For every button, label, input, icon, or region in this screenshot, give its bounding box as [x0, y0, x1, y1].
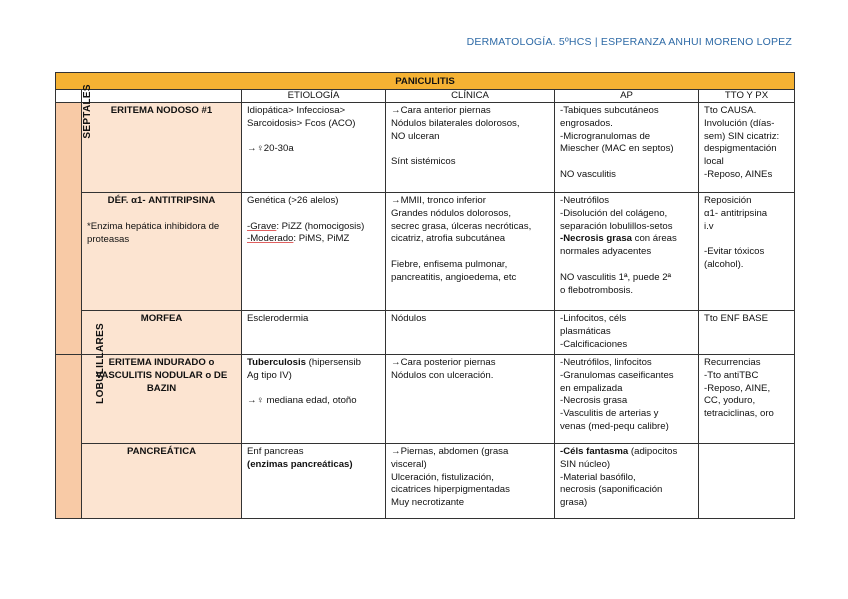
cell-clinica-eritema-nodoso: →Cara anterior piernas Nódulos bilaterales dolorosos, NO ulceran Sínt sistémicos: [386, 103, 555, 193]
cell-tto-eritema-nodoso: Tto CAUSA. Involución (días- sem) SIN cicatriz: despigmentación local -Reposo, AINEs: [699, 103, 795, 193]
document-header: DERMATOLOGÍA. 5ºHCS | ESPERANZA ANHUI MORENO LOPEZ: [466, 36, 792, 48]
row-name-pancreatica: PANCREÁTICA: [82, 444, 242, 519]
row-name-eritema-nodoso: ERITEMA NODOSO #1: [82, 103, 242, 193]
cell-ap-eritema-indurado: -Neutrófilos, linfocitos -Granulomas caseificantes en empalizada -Necrosis grasa -Vasculitis de arterias y venas (med-pequ calibre): [555, 355, 699, 444]
cell-etiologia-pancreatica: Enf pancreas (enzimas pancreáticas): [242, 444, 386, 519]
header-empty-1: [56, 90, 82, 103]
column-header-etiologia: ETIOLOGÍA: [242, 90, 386, 103]
table-row-deficit-a1at: [56, 193, 795, 311]
cell-clinica-deficit-a1at: →MMII, tronco inferior Grandes nódulos dolorosos, secrec grasa, úlceras necróticas, cicatriz, atrofia subcutánea Fiebre, enfisema pulmonar, pancreatitis, angioedema, etc: [386, 193, 555, 311]
cell-ap-eritema-nodoso: -Tabiques subcutáneos engrosados. -Microgranulomas de Miescher (MAC en septos) NO vasculitis: [555, 103, 699, 193]
row-name-deficit-a1at: DÉF. α1- ANTITRIPSINA *Enzima hepática inhibidora de proteasas: [82, 193, 242, 311]
column-header-clinica: CLÍNICA: [386, 90, 555, 103]
cell-tto-morfea: Tto ENF BASE: [699, 311, 795, 355]
cell-clinica-eritema-indurado: →Cara posterior piernas Nódulos con ulceración.: [386, 355, 555, 444]
cell-ap-deficit-a1at: -Neutrófilos -Disolución del colágeno, separación lobulillos-setos -Necrosis grasa con áreas normales adyacentes NO vasculitis 1ª, puede 2ª o flebotrombosis.: [555, 193, 699, 311]
table-row-pancreatica: [56, 444, 795, 519]
cell-clinica-pancreatica: →Piernas, abdomen (grasa visceral) Ulceración, fistulización, cicatrices hiperpigmentadas Muy necrotizante: [386, 444, 555, 519]
cell-tto-pancreatica: [699, 444, 795, 519]
column-header-tto: TTO Y PX: [699, 90, 795, 103]
header-empty-2: [82, 90, 242, 103]
cell-clinica-morfea: Nódulos: [386, 311, 555, 355]
cell-etiologia-deficit-a1at: Genética (>26 alelos) -Grave: PiZZ (homocigosis) -Moderado: PiMS, PiMZ: [242, 193, 386, 311]
group-label-lobulillares: LOBULILLARES: [56, 355, 82, 519]
cell-tto-deficit-a1at: Reposición α1- antitripsina i.v -Evitar tóxicos (alcohol).: [699, 193, 795, 311]
table-title-row: [56, 73, 795, 90]
paniculitis-table: [55, 72, 795, 519]
table-title: PANICULITIS: [56, 73, 795, 90]
cell-etiologia-eritema-indurado: Tuberculosis (hipersensib Ag tipo IV) →♀ mediana edad, otoño: [242, 355, 386, 444]
row-name-eritema-indurado: ERITEMA INDURADO o VASCULITIS NODULAR o DE BAZIN: [82, 355, 242, 444]
cell-etiologia-morfea: Esclerodermia: [242, 311, 386, 355]
cell-etiologia-eritema-nodoso: Idiopática> Infecciosa> Sarcoidosis> Fcos (ACO) →♀20-30a: [242, 103, 386, 193]
cell-tto-eritema-indurado: Recurrencias -Tto antiTBC -Reposo, AINE, CC, yoduro, tetraciclinas, oro: [699, 355, 795, 444]
cell-ap-pancreatica: -Céls fantasma (adipocitos SIN núcleo) -Material basófilo, necrosis (saponificación grasa): [555, 444, 699, 519]
table-row-eritema-nodoso: [56, 103, 795, 193]
column-header-ap: AP: [555, 90, 699, 103]
cell-ap-morfea: -Linfocitos, céls plasmáticas -Calcificaciones: [555, 311, 699, 355]
group-label-septales: SEPTALES: [56, 103, 82, 355]
table-row-morfea: [56, 311, 795, 355]
row-note-deficit-a1at: *Enzima hepática inhibidora de proteasas: [87, 220, 220, 245]
row-name-morfea: MORFEA: [82, 311, 242, 355]
column-header-row: [56, 90, 795, 103]
table-row-eritema-indurado: [56, 355, 795, 444]
